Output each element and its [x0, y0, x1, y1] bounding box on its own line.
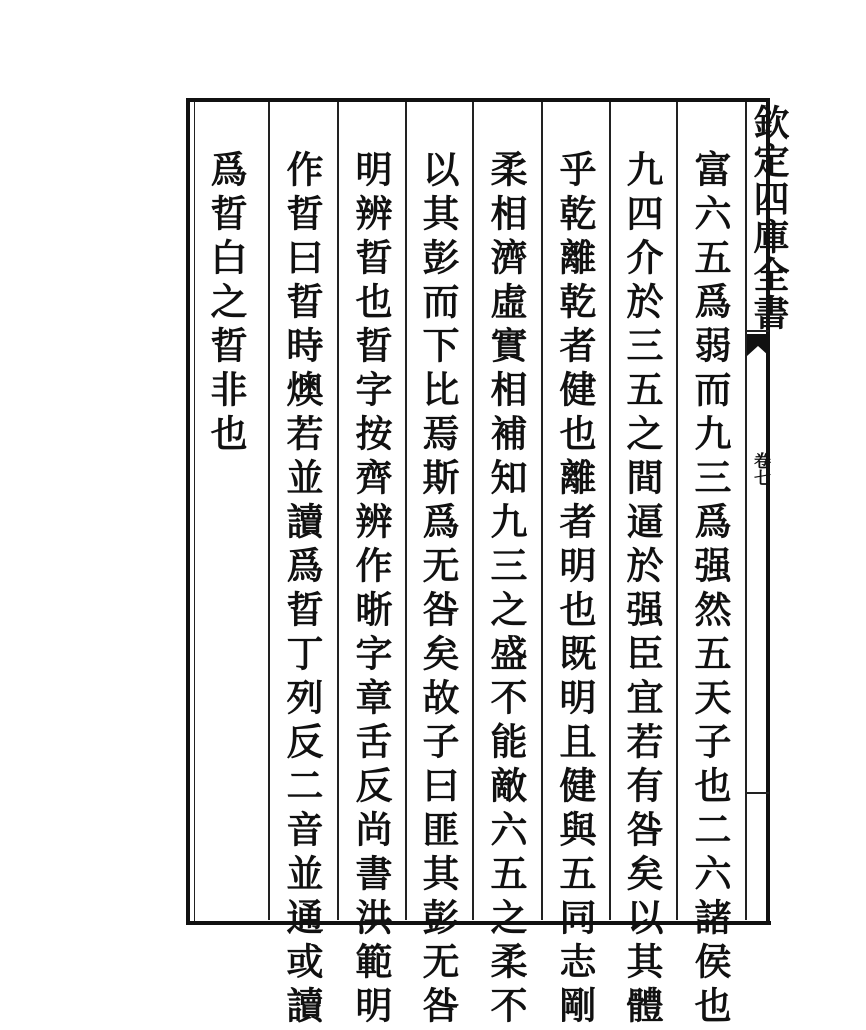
column-divider: [268, 102, 270, 920]
frame-inner-left-line: [194, 102, 195, 921]
fishtail-mark-icon: [747, 334, 769, 364]
frame-bottom-border: [186, 921, 771, 925]
text-column-1: 富六五爲弱而九三爲强然五天子也二六諸侯也: [688, 150, 732, 1030]
frame-left-border: [186, 98, 190, 925]
text-column-8: 爲晢白之晢非也: [204, 150, 248, 458]
text-column-7: 作晢曰晢時燠若並讀爲晢丁列反二音並通或讀: [280, 150, 324, 1030]
text-column-3: 乎乾離乾者健也離者明也既明且健與五同志剛: [553, 150, 597, 1030]
column-divider: [337, 102, 339, 920]
column-divider: [609, 102, 611, 920]
margin-book-title: 欽定四庫全書: [748, 104, 790, 332]
column-divider: [541, 102, 543, 920]
text-column-6: 明辨晢也晢字按齊辨作晣字章舌反尚書洪範明: [349, 150, 393, 1030]
frame-top-border: [186, 98, 766, 102]
margin-juan-number: 卷七: [750, 452, 770, 486]
column-divider: [405, 102, 407, 920]
text-column-2: 九四介於三五之間逼於强臣宜若有咎矣以其體: [620, 150, 664, 1030]
margin-rule-bottom: [747, 792, 769, 794]
column-divider: [676, 102, 678, 920]
text-column-5: 以其彭而下比焉斯爲无咎矣故子曰匪其彭无咎: [416, 150, 460, 1030]
text-column-4: 柔相濟虛實相補知九三之盛不能敵六五之柔不: [484, 150, 528, 1030]
column-divider: [472, 102, 474, 920]
